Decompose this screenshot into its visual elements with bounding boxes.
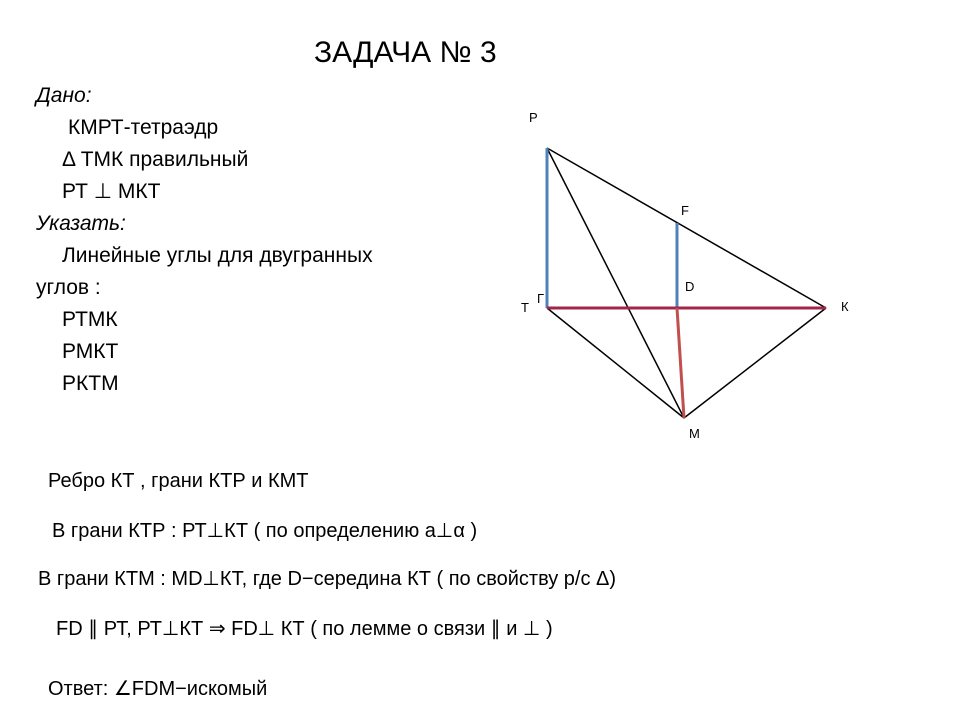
right-angle-mark: Г [537, 291, 545, 306]
given-heading: Дано: [36, 84, 92, 107]
solution-line-3: В грани КТМ : MD⊥КТ, где D−середина КТ ( по свойству р/с Δ) [38, 568, 617, 590]
page-title: ЗАДАЧА № 3 [314, 36, 497, 69]
angle-pktm: РКТМ [62, 372, 119, 395]
solution-line-1: Ребро КТ , грани КТР и КМТ [48, 470, 309, 492]
tetrahedron-figure [490, 100, 870, 460]
task-line-1: Линейные углы для двугранных [62, 244, 373, 267]
label-p: P [529, 110, 538, 125]
label-f: F [681, 203, 689, 218]
label-m: М [689, 426, 700, 441]
label-d: D [685, 279, 695, 294]
given-line-perpendicular: РТ ⊥ МКТ [62, 180, 161, 203]
angle-ptmk: РТМК [62, 308, 118, 331]
task-line-2: углов : [36, 276, 101, 299]
label-t: Т [521, 300, 529, 315]
task-heading: Указать: [36, 212, 126, 235]
edge-km [684, 308, 826, 418]
given-line-triangle: Δ ТМК правильный [62, 148, 249, 171]
edge-tm [547, 308, 684, 418]
segment-dm [677, 308, 684, 418]
edge-pm [547, 148, 684, 418]
solution-line-4: FD ∥ РТ, РТ⊥КТ ⇒ FD⊥ КТ ( по лемме о связи ∥ и ⊥ ) [56, 618, 553, 640]
solution-line-2: В грани КТР : РТ⊥КТ ( по определению а⊥α ) [52, 520, 478, 542]
angle-pmkt: РМКТ [62, 340, 119, 363]
label-k: К [841, 299, 849, 314]
given-line-tetrahedron: КМРТ-тетраэдр [68, 116, 219, 139]
answer: Ответ: ∠FDM−искомый [48, 678, 268, 700]
